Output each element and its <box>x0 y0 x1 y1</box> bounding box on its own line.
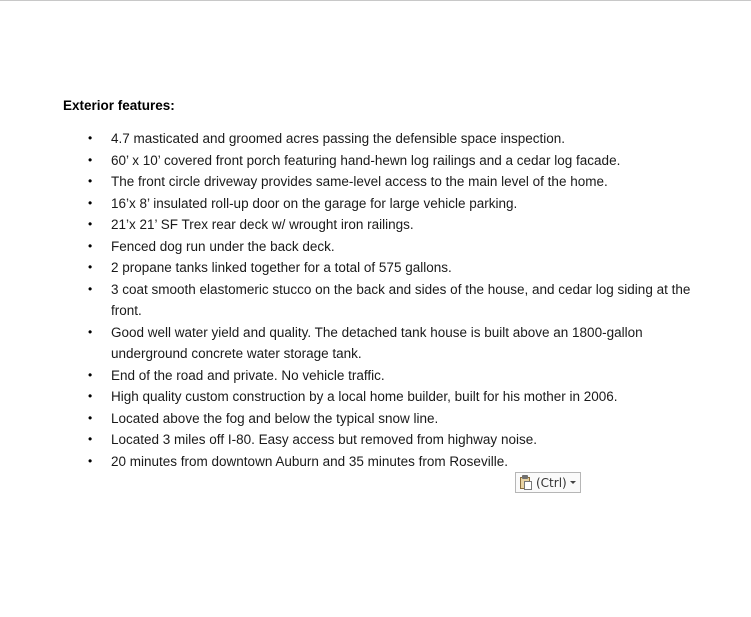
list-item <box>0 279 751 322</box>
list-item-text: 4.7 masticated and groomed acres passing the defensible space inspection. <box>111 131 566 146</box>
list-item <box>0 171 751 193</box>
bullet-icon: • <box>88 174 93 188</box>
list-item <box>0 128 751 150</box>
bullet-icon: • <box>88 260 93 274</box>
features-bullet-list <box>0 128 751 472</box>
bullet-icon: • <box>88 432 93 446</box>
list-item-text: Good well water yield and quality. The detached tank house is built above an 1800-gallon underground concrete water storage tank. <box>111 324 643 361</box>
bullet-icon: • <box>88 324 93 339</box>
bullet-icon: • <box>88 238 93 253</box>
list-item-text: Located above the fog and below the typical snow line. <box>111 410 439 426</box>
bullet-icon: • <box>88 367 93 382</box>
document-page[interactable] <box>0 1 751 617</box>
list-item <box>0 451 751 473</box>
bullet-icon: • <box>88 389 93 403</box>
list-item-text: 60’ x 10’ covered front porch featuring hand-hewn log railings and a cedar log facade. <box>111 152 621 168</box>
clipboard-paste-icon <box>519 475 533 490</box>
list-item <box>0 150 751 172</box>
list-item-text: Fenced dog run under the back deck. <box>111 238 335 254</box>
list-item-text: 2 propane tanks linked together for a total of 575 gallons. <box>111 260 452 275</box>
dropdown-arrow-icon[interactable] <box>570 481 576 484</box>
list-item <box>0 214 751 236</box>
list-item-text: 21’x 21’ SF Trex rear deck w/ wrought iron railings. <box>111 217 414 232</box>
paste-options-label: (Ctrl) <box>536 475 567 490</box>
bullet-icon: • <box>88 195 93 210</box>
list-item <box>0 236 751 258</box>
list-item-text: 3 coat smooth elastomeric stucco on the back and sides of the house, and cedar log siding at the front. <box>111 281 691 318</box>
bullet-icon: • <box>88 131 93 145</box>
list-item <box>0 257 751 279</box>
list-item-text: High quality custom construction by a local home builder, built for his mother in 2006. <box>111 389 618 404</box>
list-item <box>0 386 751 408</box>
list-item-text: 16’x 8’ insulated roll-up door on the garage for large vehicle parking. <box>111 195 518 211</box>
list-item-text: 20 minutes from downtown Auburn and 35 minutes from Roseville. <box>111 453 508 469</box>
list-item-text: Located 3 miles off I-80. Easy access but removed from highway noise. <box>111 432 537 447</box>
list-item <box>0 429 751 451</box>
bullet-icon: • <box>88 217 93 231</box>
list-item <box>0 365 751 387</box>
list-item <box>0 193 751 215</box>
list-item-text: The front circle driveway provides same-level access to the main level of the home. <box>111 174 608 189</box>
list-item-text: End of the road and private. No vehicle traffic. <box>111 367 385 383</box>
bullet-icon: • <box>88 410 93 425</box>
list-item <box>0 322 751 365</box>
paste-options-button[interactable] <box>515 472 581 493</box>
bullet-icon: • <box>88 152 93 167</box>
bullet-icon: • <box>88 281 93 296</box>
list-item <box>0 408 751 430</box>
section-heading: Exterior features: <box>63 98 175 113</box>
bullet-icon: • <box>88 453 93 468</box>
